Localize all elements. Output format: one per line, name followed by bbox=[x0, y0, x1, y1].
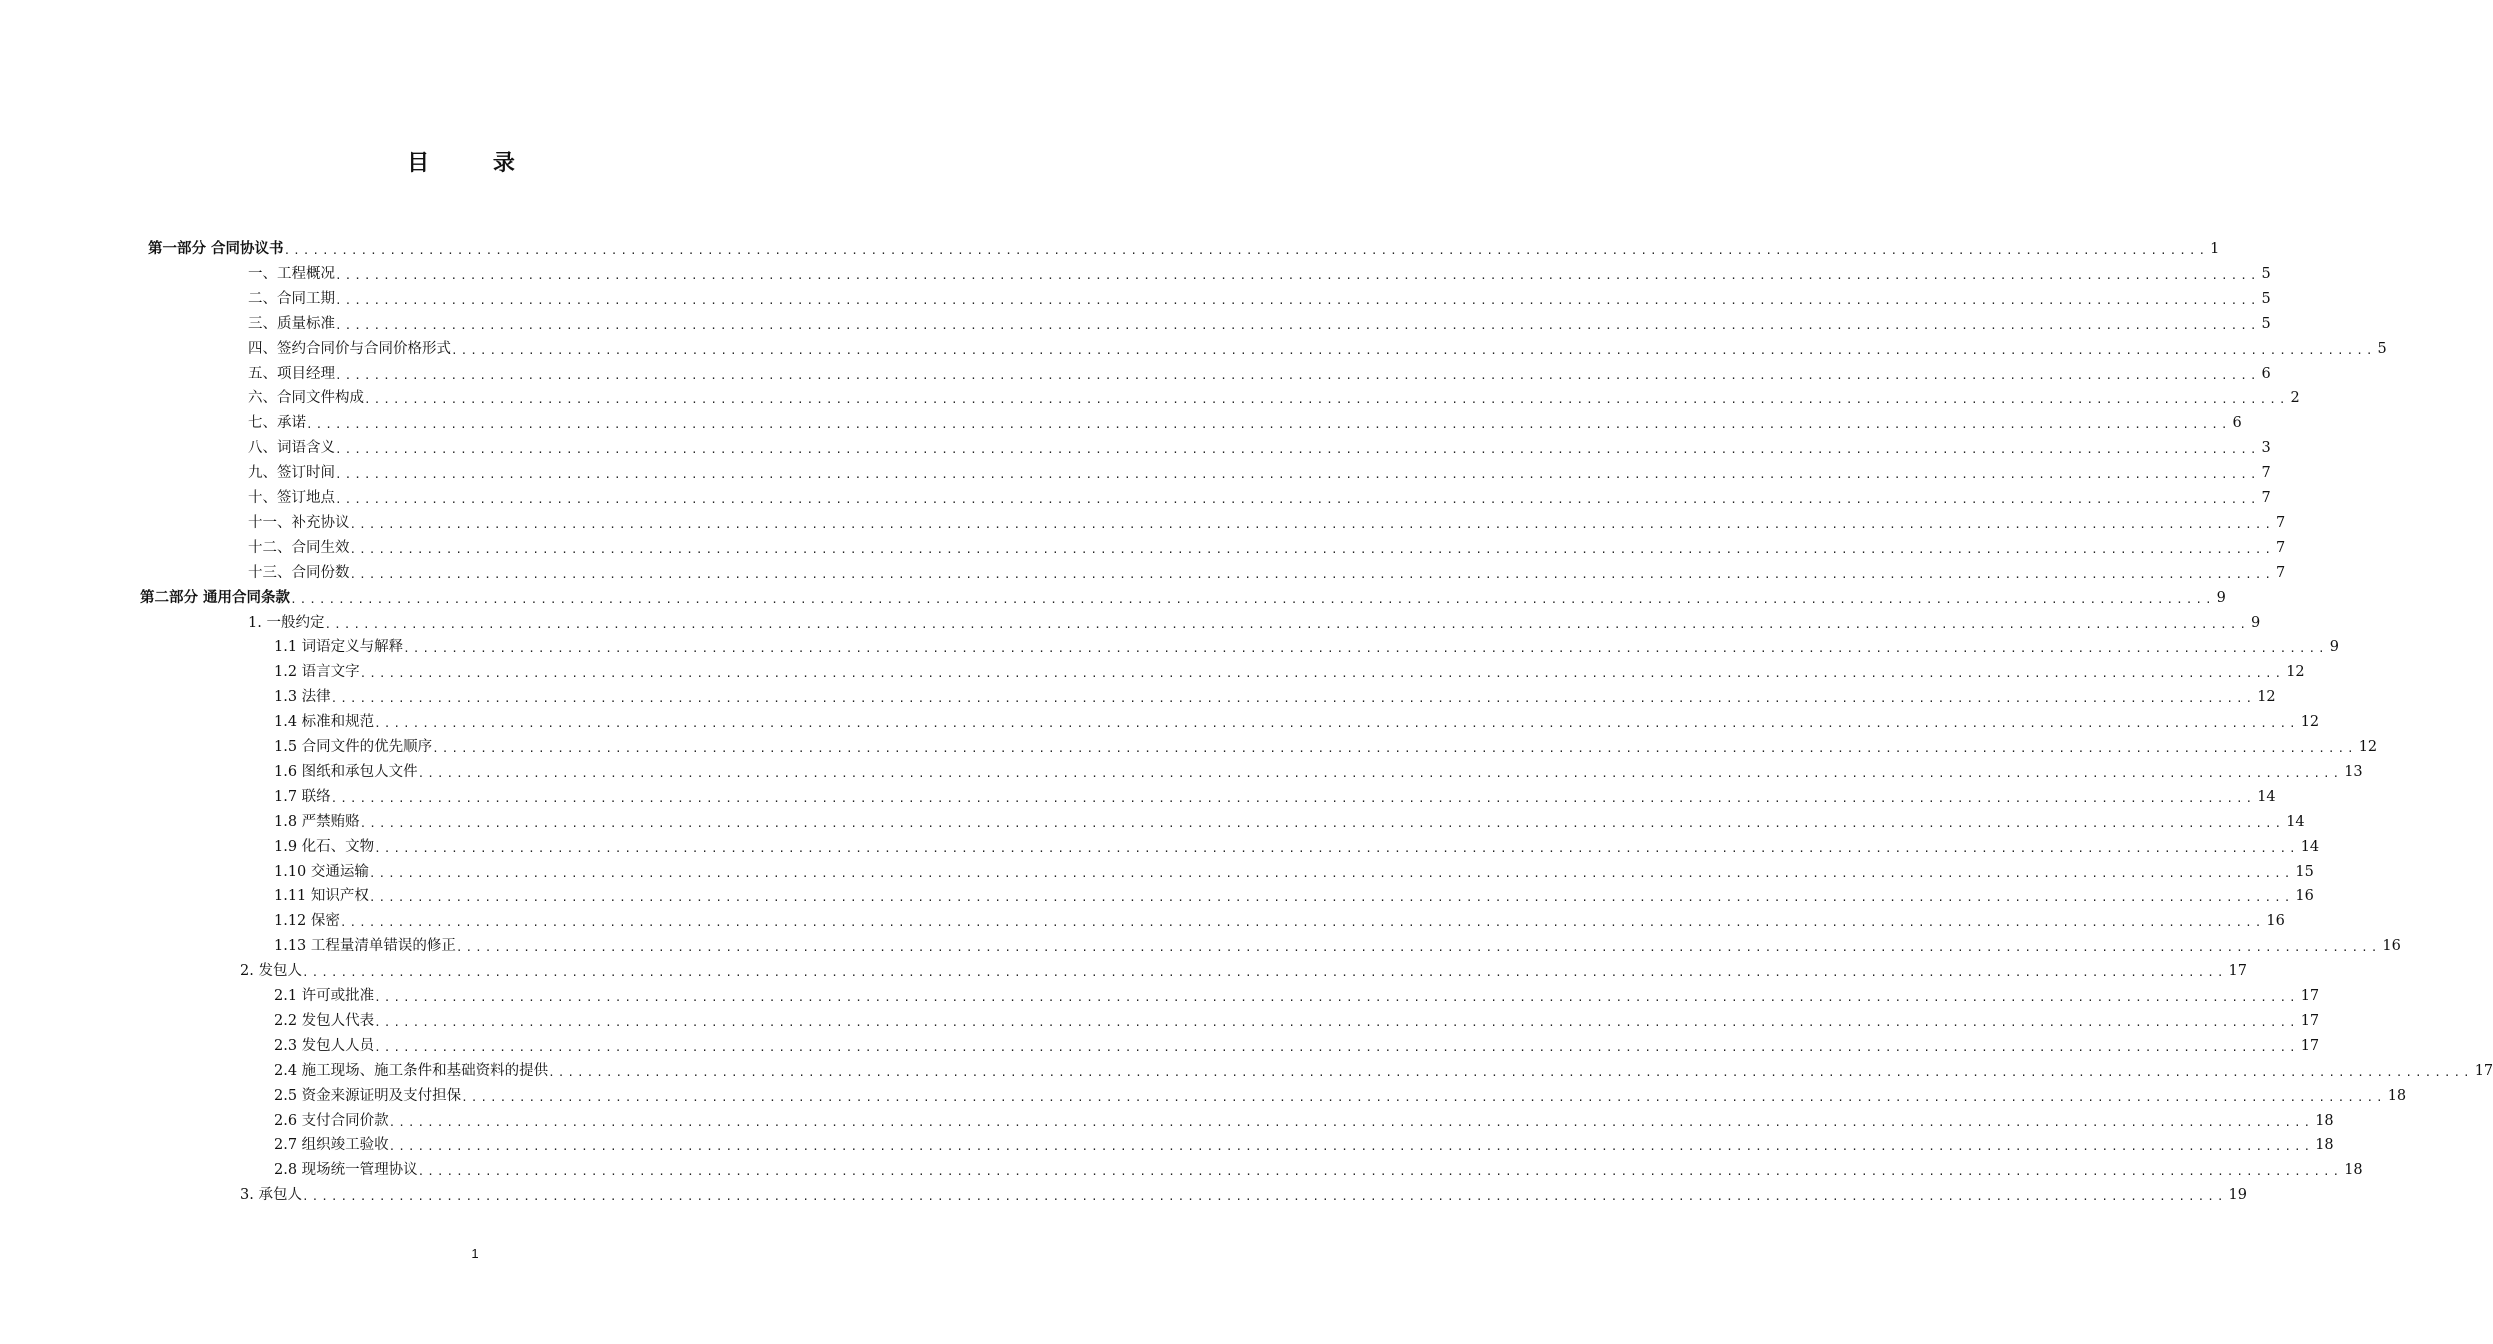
toc-entry[interactable] bbox=[248, 312, 2271, 336]
toc-entry-label: 二、合同工期 bbox=[248, 290, 335, 307]
toc-entry-label: 3. 承包人 bbox=[240, 1187, 302, 1204]
toc-entry[interactable] bbox=[274, 1158, 2363, 1182]
toc-entry-label: 九、签订时间 bbox=[248, 465, 335, 482]
toc-leader-dots: ........................................................................................................................................................................................................ bbox=[335, 493, 2260, 506]
toc-entry[interactable] bbox=[274, 735, 2378, 759]
toc-leader-dots: ........................................................................................................................................................................................................ bbox=[374, 1015, 2299, 1029]
toc-entry[interactable] bbox=[274, 685, 2276, 709]
toc-entry-label: 1.13 工程量清单错误的修正 bbox=[274, 938, 456, 955]
toc-entry-page: 12 bbox=[2358, 739, 2378, 755]
toc-entry-label: 第一部分 合同协议书 bbox=[148, 241, 284, 257]
toc-entry[interactable] bbox=[248, 561, 2286, 585]
toc-entry-label: 六、合同文件构成 bbox=[248, 390, 364, 407]
toc-leader-dots: ........................................................................................................................................................................................................ bbox=[455, 941, 2381, 955]
toc-entry-page: 5 bbox=[2377, 340, 2387, 357]
toc-leader-dots: ........................................................................................................................................................................................................ bbox=[335, 293, 2260, 307]
toc-leader-dots: ........................................................................................................................................................................................................ bbox=[301, 1190, 2227, 1204]
toc-entry-page: 7 bbox=[2276, 564, 2286, 581]
toc-entry-label: 七、承诺 bbox=[248, 415, 306, 432]
toc-entry-label: 2. 发包人 bbox=[240, 963, 302, 980]
toc-entry[interactable] bbox=[274, 1109, 2334, 1133]
toc-entry-label: 1.10 交通运输 bbox=[274, 863, 369, 880]
toc-entry[interactable] bbox=[274, 984, 2320, 1008]
toc-entry-label: 2.2 发包人代表 bbox=[274, 1012, 375, 1029]
toc-entry-page: 6 bbox=[2232, 415, 2242, 432]
toc-entry-page: 3 bbox=[2261, 440, 2271, 457]
toc-entry-page: 7 bbox=[2276, 514, 2286, 531]
toc-entry-label: 十三、合同份数 bbox=[248, 564, 350, 581]
toc-entry[interactable] bbox=[248, 287, 2271, 311]
toc-entry-label: 1.5 合同文件的优先顺序 bbox=[274, 739, 433, 755]
toc-entry-page: 19 bbox=[2228, 1187, 2247, 1204]
toc-entry[interactable] bbox=[274, 660, 2305, 684]
toc-leader-dots: ........................................................................................................................................................................................................ bbox=[451, 343, 2376, 357]
toc-leader-dots: ........................................................................................................................................................................................................ bbox=[388, 1140, 2314, 1154]
toc-entry-label: 2.8 现场统一管理协议 bbox=[274, 1162, 418, 1179]
toc-entry-page: 15 bbox=[2295, 863, 2314, 880]
toc-entry[interactable] bbox=[248, 461, 2271, 485]
toc-entry[interactable] bbox=[240, 1183, 2247, 1207]
toc-entry[interactable] bbox=[274, 884, 2314, 908]
toc-entry[interactable] bbox=[274, 1009, 2320, 1033]
toc-entry[interactable] bbox=[248, 611, 2261, 635]
toc-entry-label: 2.4 施工现场、施工条件和基础资料的提供 bbox=[274, 1062, 549, 1079]
toc-leader-dots: ........................................................................................................................................................................................................ bbox=[461, 1090, 2386, 1104]
toc-entry-label: 一、工程概况 bbox=[248, 265, 335, 282]
toc-entry-label: 2.6 支付合同价款 bbox=[274, 1112, 389, 1129]
toc-entry-label: 2.1 许可或批准 bbox=[274, 988, 375, 1004]
toc-entry-page: 7 bbox=[2276, 539, 2286, 556]
toc-entry-page: 14 bbox=[2257, 788, 2276, 805]
toc-entry-label: 十一、补充协议 bbox=[248, 514, 350, 531]
toc-entry[interactable] bbox=[274, 1034, 2320, 1058]
toc-entry-page: 12 bbox=[2286, 664, 2305, 681]
toc-leader-dots: ........................................................................................................................................................................................................ bbox=[388, 1115, 2314, 1129]
toc-entry-page: 17 bbox=[2300, 988, 2320, 1004]
toc-entry[interactable] bbox=[140, 586, 2226, 610]
toc-leader-dots: ........................................................................................................................................................................................................ bbox=[335, 318, 2260, 332]
toc-entry-label: 十、签订地点 bbox=[248, 490, 335, 506]
toc-entry-page: 6 bbox=[2261, 365, 2271, 382]
toc-leader-dots: ........................................................................................................................................................................................................ bbox=[368, 891, 2294, 905]
toc-entry-label: 1. 一般约定 bbox=[248, 614, 325, 631]
toc-leader-dots: ........................................................................................................................................................................................................ bbox=[374, 1040, 2299, 1054]
toc-entry-page: 17 bbox=[2300, 1012, 2320, 1029]
toc-entry-page: 12 bbox=[2257, 689, 2276, 706]
toc-leader-dots: ........................................................................................................................................................................................................ bbox=[324, 617, 2249, 631]
toc-entry[interactable] bbox=[274, 710, 2320, 734]
toc-entry-page: 18 bbox=[2315, 1137, 2334, 1154]
toc-entry-page: 1 bbox=[2210, 241, 2220, 257]
toc-entry[interactable] bbox=[248, 511, 2286, 535]
toc-entry[interactable] bbox=[248, 337, 2387, 361]
toc-entry-label: 1.11 知识产权 bbox=[274, 888, 369, 905]
toc-entry-label: 三、质量标准 bbox=[248, 315, 335, 332]
toc-entry-label: 第二部分 通用合同条款 bbox=[140, 589, 291, 606]
toc-entry-page: 17 bbox=[2474, 1062, 2493, 1079]
toc-leader-dots: ........................................................................................................................................................................................................ bbox=[335, 368, 2260, 382]
toc-entry-label: 2.5 资金来源证明及支付担保 bbox=[274, 1087, 462, 1104]
toc-entry-page: 16 bbox=[2295, 888, 2314, 905]
toc-leader-dots: ........................................................................................................................................................................................................ bbox=[374, 841, 2299, 855]
toc-entry-page: 9 bbox=[2329, 639, 2339, 656]
toc-entry-label: 1.6 图纸和承包人文件 bbox=[274, 763, 418, 780]
toc-entry[interactable] bbox=[274, 934, 2401, 958]
toc-entry[interactable] bbox=[274, 760, 2363, 784]
toc-entry[interactable] bbox=[274, 835, 2320, 859]
toc-entry[interactable] bbox=[240, 959, 2247, 983]
toc-entry-page: 14 bbox=[2300, 838, 2320, 855]
toc-leader-dots: ........................................................................................................................................................................................................ bbox=[335, 468, 2260, 482]
toc-entry-label: 1.4 标准和规范 bbox=[274, 714, 375, 731]
toc-entry-label: 1.12 保密 bbox=[274, 913, 340, 930]
toc-entry-page: 13 bbox=[2344, 763, 2363, 780]
toc-entry[interactable] bbox=[248, 536, 2286, 560]
toc-leader-dots: ........................................................................................................................................................................................................ bbox=[417, 766, 2343, 780]
toc-leader-dots: ........................................................................................................................................................................................................ bbox=[290, 592, 2215, 606]
toc-leader-dots: ........................................................................................................................................................................................................ bbox=[301, 966, 2227, 980]
toc-entry-page: 9 bbox=[2216, 589, 2226, 606]
toc-entry-page: 2 bbox=[2290, 390, 2300, 407]
toc-entry[interactable] bbox=[248, 411, 2242, 435]
toc-entry-label: 1.1 词语定义与解释 bbox=[274, 639, 404, 656]
toc-leader-dots: ........................................................................................................................................................................................................ bbox=[349, 542, 2275, 556]
toc-entry[interactable] bbox=[274, 1059, 2493, 1083]
toc-leader-dots: ........................................................................................................................................................................................................ bbox=[335, 443, 2260, 457]
toc-entry-page: 7 bbox=[2261, 490, 2271, 506]
toc-entry-label: 八、词语含义 bbox=[248, 440, 335, 457]
toc-entry-page: 16 bbox=[2382, 938, 2401, 955]
toc-entry[interactable] bbox=[274, 810, 2305, 834]
toc-leader-dots: ........................................................................................................................................................................................................ bbox=[374, 717, 2299, 731]
toc-entry-page: 5 bbox=[2261, 290, 2271, 307]
toc-leader-dots: ........................................................................................................................................................................................................ bbox=[368, 866, 2294, 880]
toc-entry-label: 1.9 化石、文物 bbox=[274, 838, 375, 855]
toc-entry[interactable] bbox=[274, 909, 2285, 933]
toc-leader-dots: ........................................................................................................................................................................................................ bbox=[330, 791, 2256, 805]
toc-leader-dots: ........................................................................................................................................................................................................ bbox=[417, 1165, 2343, 1179]
toc-leader-dots: ........................................................................................................................................................................................................ bbox=[335, 268, 2260, 282]
toc-entry[interactable] bbox=[274, 785, 2276, 809]
toc-entry-label: 1.7 联络 bbox=[274, 788, 331, 805]
toc-leader-dots: ........................................................................................................................................................................................................ bbox=[432, 742, 2357, 755]
toc-leader-dots: ........................................................................................................................................................................................................ bbox=[364, 393, 2289, 407]
toc-leader-dots: ........................................................................................................................................................................................................ bbox=[349, 517, 2275, 531]
toc-entry[interactable] bbox=[248, 386, 2300, 410]
toc-entry-page: 18 bbox=[2315, 1112, 2334, 1129]
toc-entry[interactable] bbox=[274, 1133, 2334, 1157]
toc-entry-page: 7 bbox=[2261, 465, 2271, 482]
toc-entry-label: 2.7 组织竣工验收 bbox=[274, 1137, 389, 1154]
toc-entry-label: 1.3 法律 bbox=[274, 689, 331, 706]
toc-leader-dots: ........................................................................................................................................................................................................ bbox=[283, 244, 2209, 257]
toc-entry[interactable] bbox=[248, 262, 2271, 286]
toc-entry-page: 18 bbox=[2387, 1087, 2407, 1104]
toc-entry-page: 12 bbox=[2300, 714, 2320, 731]
toc-entry-page: 16 bbox=[2266, 913, 2285, 930]
toc-entry[interactable] bbox=[274, 635, 2339, 659]
toc-leader-dots: ........................................................................................................................................................................................................ bbox=[349, 567, 2275, 581]
toc-entry-page: 5 bbox=[2261, 265, 2271, 282]
toc-leader-dots: ........................................................................................................................................................................................................ bbox=[339, 916, 2265, 930]
toc-leader-dots: ........................................................................................................................................................................................................ bbox=[374, 991, 2299, 1004]
toc-entry-page: 9 bbox=[2250, 614, 2261, 631]
toc-entry[interactable] bbox=[274, 1084, 2407, 1108]
toc-entry-label: 四、签约合同价与合同价格形式 bbox=[248, 340, 451, 357]
toc-entry-page: 17 bbox=[2300, 1037, 2320, 1054]
toc-entry-label: 2.3 发包人人员 bbox=[274, 1037, 375, 1054]
page-title: 目 录 bbox=[407, 151, 543, 176]
toc-leader-dots: ........................................................................................................................................................................................................ bbox=[306, 418, 2231, 432]
toc-entry[interactable] bbox=[248, 486, 2271, 510]
toc-leader-dots: ........................................................................................................................................................................................................ bbox=[359, 667, 2285, 681]
toc-entry[interactable] bbox=[248, 436, 2271, 460]
toc-entry-page: 14 bbox=[2286, 813, 2305, 830]
toc-entry[interactable] bbox=[248, 362, 2271, 386]
toc-entry[interactable] bbox=[274, 860, 2314, 884]
page-number: 1 bbox=[471, 1246, 479, 1261]
toc-leader-dots: ........................................................................................................................................................................................................ bbox=[548, 1065, 2473, 1079]
toc-entry-page: 18 bbox=[2344, 1162, 2363, 1179]
toc-entry-label: 五、项目经理 bbox=[248, 365, 335, 382]
toc-leader-dots: ........................................................................................................................................................................................................ bbox=[330, 692, 2256, 706]
toc-leader-dots: ........................................................................................................................................................................................................ bbox=[359, 816, 2285, 830]
toc-leader-dots: ........................................................................................................................................................................................................ bbox=[403, 642, 2328, 656]
toc-entry-page: 17 bbox=[2228, 963, 2247, 980]
toc-entry-page: 5 bbox=[2261, 315, 2271, 332]
toc-entry-label: 1.8 严禁贿赂 bbox=[274, 813, 360, 830]
toc-entry-label: 十二、合同生效 bbox=[248, 539, 350, 556]
toc-entry[interactable] bbox=[148, 237, 2220, 261]
toc-entry-label: 1.2 语言文字 bbox=[274, 664, 360, 681]
